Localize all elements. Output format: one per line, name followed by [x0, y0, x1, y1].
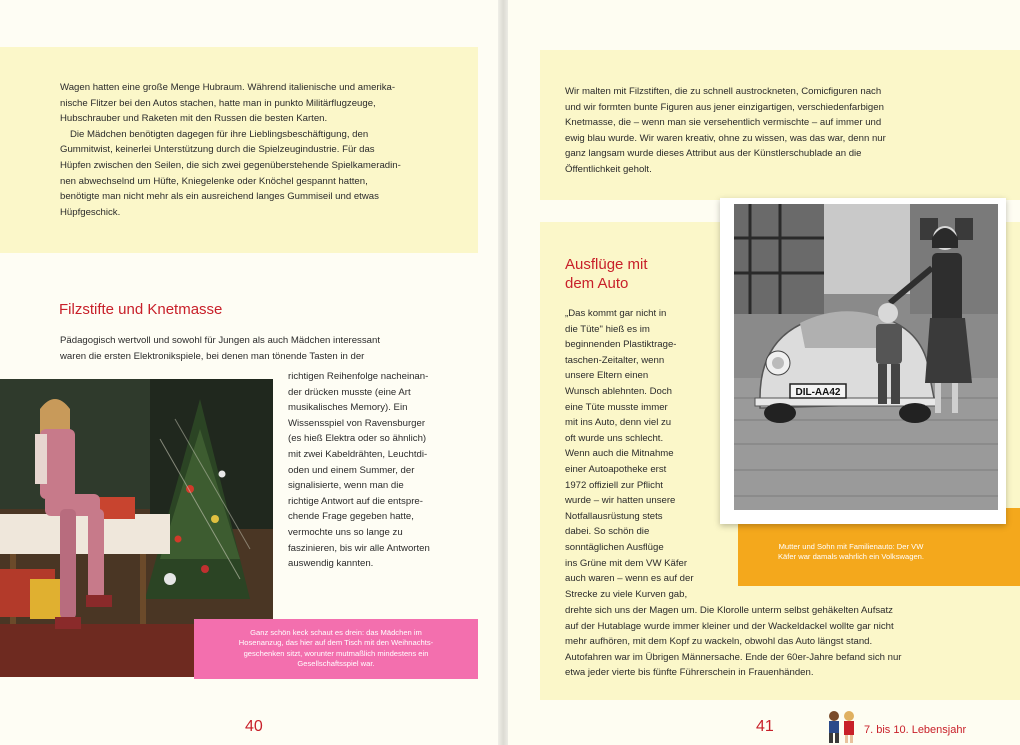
text-line: 1972 offiziell zur Pflicht [565, 479, 663, 491]
text-line: ins Grüne mit dem VW Käfer [565, 557, 688, 569]
text-line: auch waren – wenn es auf der [565, 573, 694, 585]
text-line: (es hieß Elektra oder so ähnlich) [288, 433, 427, 445]
text-line: Gummitwist, keinerlei Unterstützung durch die Spielzeugindustrie. Für das [60, 144, 375, 156]
text-line: wurde – wir hatten unsere [565, 495, 676, 507]
right-full-paragraph [565, 603, 1005, 681]
text-line: Öffentlichkeit geholt. [565, 163, 652, 175]
text-line: richtige Antwort auf die entspre- [288, 495, 423, 507]
text-line: Wagen hatten eine große Menge Hubraum. Während italienische und amerika- [60, 82, 396, 93]
text-line: sonntäglichen Ausflüge [565, 541, 664, 553]
text-line: „Das kommt gar nicht in [565, 308, 667, 319]
text-line: Wir malten mit Filzstiften, die zu schnell austrockneten, Comicfiguren nach [565, 86, 882, 97]
text-line: etwa jeder vierte bis fünfte Führerschein in Frauenhänden. [565, 667, 814, 679]
text-line: ewig blau wurde. Wir waren kreativ, ohne zu wissen, was das war, denn nur [565, 132, 886, 144]
text-line: Die Mädchen benötigten dagegen für ihre Lieblingsbeschäftigung, den [70, 128, 369, 140]
left-photo-caption [205, 628, 467, 670]
text-line: nische Flitzer bei den Autos stachen, hatte man in punkto Militärflugzeuge, [60, 97, 376, 109]
text-line: richtigen Reihenfolge nacheinan- [288, 371, 429, 382]
text-line: drehte sich uns der Magen um. Die Klorolle unterm selbst gehäkelten Aufsatz [565, 605, 893, 616]
left-top-paragraph [60, 80, 470, 220]
text-line: oft wurde uns schlecht. [565, 432, 664, 444]
text-line: nen abwechselnd um Hüfte, Kniegelenke oder Knöchel gespannt hatten, [60, 175, 368, 187]
text-line: waren die ersten Elektronikspiele, bei denen man tönende Tasten in der [60, 350, 365, 362]
text-line: mehr aufhören, mit dem Kopf zu wackeln, obwohl das Auto längst stand. [565, 636, 873, 648]
right-top-paragraph [565, 84, 985, 178]
caption-line: Ganz schön keck schaut es drein: das Mädchen im [250, 628, 422, 637]
caption-line: geschenken sitzt, worunter mutmaßlich mindestens ein [243, 648, 429, 658]
text-line: eine Tüte musste immer [565, 401, 668, 413]
text-line: Hüpfgeschick. [60, 206, 121, 218]
section-heading-filzstifte: Filzstifte und Knetmasse [59, 301, 223, 318]
license-plate: DIL-AA42 [795, 387, 841, 398]
heading-line: dem Auto [565, 275, 629, 292]
text-line: ganz langsam wurde dieses Attribut aus der Künstlerschublade an die [565, 148, 862, 160]
caption-line: Gesellschaftsspiel war. [297, 659, 375, 669]
text-line: der drücken musste (eine Art [288, 386, 411, 398]
children-icon [822, 710, 862, 744]
text-line: unsere Eltern einen [565, 370, 649, 382]
text-line: Wunsch ablehnten. Doch [565, 385, 673, 397]
text-line: beginnenden Plastiktrage- [565, 339, 677, 351]
text-line: Hüpfen zwischen den Seilen, die sich zwei gegenüberstehende Spielkameradin- [60, 159, 401, 171]
text-line: und wir formten bunte Figuren aus jener einzigartigen, verschiedenfarbigen [565, 101, 884, 113]
text-line: die Tüte" hieß es im [565, 323, 650, 335]
text-line: Pädagogisch wertvoll und sowohl für Jungen als auch Mädchen interessant [60, 335, 380, 346]
left-intro-paragraph [60, 333, 480, 364]
text-line: einer Autoapotheke erst [565, 463, 667, 475]
text-line: mit zwei Kabeldrähten, Leuchtdi- [288, 448, 428, 460]
text-line: faszinieren, bis wir alle Antworten [288, 542, 430, 554]
text-line: Hubschrauber und Raketen mit den Russen die besten Karten. [60, 113, 328, 125]
text-line: Wenn auch die Mitnahme [565, 448, 674, 460]
caption-line: Mutter und Sohn mit Familienauto: Der VW [778, 542, 924, 551]
left-wrap-paragraph [288, 369, 488, 572]
section-heading-ausfluege [565, 255, 648, 293]
text-line: auswendig kannten. [288, 558, 374, 570]
text-line: vermochte uns so lange zu [288, 526, 403, 538]
left-page [0, 0, 500, 745]
text-line: benötigte man nicht mehr als ein ausreichend langes Gummiseil und etwas [60, 191, 379, 203]
heading-line: Ausflüge mit [565, 256, 648, 273]
text-line: Autofahren war im Übrigen Männersache. Ende der 60er-Jahre befand sich nur [565, 651, 902, 663]
caption-line: Käfer war damals wahrlich ein Volkswagen. [777, 552, 925, 562]
page-number-left: 40 [245, 718, 263, 735]
text-line: signalisierte, wenn man die [288, 480, 404, 492]
text-line: musikalisches Memory). Ein [288, 402, 408, 414]
text-line: Notfallausrüstung stets [565, 510, 663, 522]
text-line: taschen-Zeitalter, wenn [565, 354, 665, 366]
text-line: chende Frage gegeben hatte, [288, 511, 414, 523]
right-page [508, 0, 1020, 745]
right-photo-caption [746, 542, 956, 563]
chapter-label: 7. bis 10. Lebensjahr [864, 724, 967, 736]
text-line: Wissensspiel von Ravensburger [288, 417, 426, 429]
text-line: Knetmasse, die – wenn man sie versehentlich vermischte – auf immer und [565, 117, 882, 129]
page-number-right: 41 [756, 718, 774, 735]
text-line: mit ins Auto, denn viel zu [565, 417, 672, 429]
right-column-paragraph [565, 306, 715, 602]
photo-vw-kaefer [720, 198, 1006, 524]
text-line: auf der Hutablage wurde immer kleiner und der Wackeldackel wollte gar nicht [565, 620, 894, 632]
text-line: Strecke zu viele Kurven gab, [565, 588, 688, 600]
caption-line: Hosenanzug, das hier auf dem Tisch mit den Weihnachts- [238, 638, 434, 648]
text-line: dabei. So schön die [565, 526, 650, 538]
text-line: oden und einem Summer, der [288, 464, 415, 476]
photo-vw-kaefer-image [720, 198, 1006, 524]
